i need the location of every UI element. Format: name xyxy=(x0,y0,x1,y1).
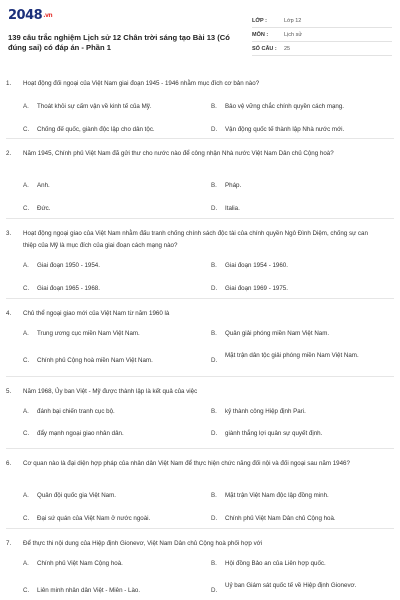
page-header xyxy=(0,0,400,62)
option-letter: A. xyxy=(23,182,29,189)
option-letter: C. xyxy=(23,126,30,133)
meta-value: Lịch sử xyxy=(284,31,303,38)
question-stem: Chủ thể ngoại giao mới của Việt Nam từ năm 1960 là xyxy=(23,310,170,317)
option-text: Bảo vệ vững chắc chính quyền cách mạng. xyxy=(225,103,345,110)
logo-suffix: .vn xyxy=(43,12,53,19)
divider xyxy=(6,528,394,529)
option-letter: C. xyxy=(23,587,30,594)
option-letter: B. xyxy=(211,103,217,110)
question-number: 3. xyxy=(6,230,12,237)
option-text: đẩy mạnh ngoại giao nhân dân. xyxy=(37,430,124,437)
option-letter: A. xyxy=(23,262,29,269)
question-stem: Năm 1945, Chính phủ Việt Nam đã gửi thư cho nước nào để công nhận Nhà nước Việt Nam Dân chủ Cộng hoà? xyxy=(23,150,334,157)
option-letter: B. xyxy=(211,330,217,337)
meta-key: LỚP : xyxy=(252,17,267,24)
question-stem: Hoạt động đối ngoại của Việt Nam giai đoạn 1945 - 1946 nhằm mục đích cơ bản nào? xyxy=(23,80,260,87)
question-stem: Năm 1968, Ủy ban Việt - Mỹ được thành lập là kết quả của việc xyxy=(23,388,198,395)
option-letter: B. xyxy=(211,492,217,499)
option-text: Thoát khỏi sự cấm vận về kinh tế của Mỹ. xyxy=(37,103,152,110)
divider xyxy=(6,298,394,299)
meta-key: SỐ CÂU : xyxy=(252,45,277,52)
question-number: 2. xyxy=(6,150,12,157)
option-text: Giai đoạn 1950 - 1954. xyxy=(37,262,100,269)
option-text: Vận động quốc tế thành lập Nhà nước mới. xyxy=(225,126,345,133)
option-text: Giai đoạn 1965 - 1968. xyxy=(37,285,100,292)
option-text: Quân giải phóng miền Nam Việt Nam. xyxy=(225,330,330,337)
option-letter: B. xyxy=(211,560,217,567)
question-number: 1. xyxy=(6,80,12,87)
question-stem: Để thực thi nội dung của Hiệp định Gionevơ, Việt Nam Dân chủ Cộng hoà phối hợp với xyxy=(23,540,263,547)
option-letter: A. xyxy=(23,103,29,110)
option-letter: C. xyxy=(23,205,30,212)
option-letter: B. xyxy=(211,182,217,189)
divider xyxy=(6,218,394,219)
option-letter: D. xyxy=(211,357,218,364)
option-text: Đại sứ quán của Việt Nam ở nước ngoài. xyxy=(37,515,151,522)
option-text: Đức. xyxy=(37,205,51,212)
meta-key: MÔN : xyxy=(252,31,269,38)
option-text: Chính phủ Việt Nam Cộng hoà. xyxy=(37,560,123,567)
option-letter: D. xyxy=(211,126,218,133)
question-number: 7. xyxy=(6,540,12,547)
option-text: Hội đồng Bảo an của Liên hợp quốc. xyxy=(225,560,326,567)
divider xyxy=(6,138,394,139)
question-number: 5. xyxy=(6,388,12,395)
option-letter: D. xyxy=(211,587,218,594)
question-stem: Hoạt động ngoại giao của Việt Nam nhằm đấu tranh chống chính sách độc tài của chính quyền Ngô Đình Diệm, chống sự can thiệp của Mỹ là mục đích của giai đoạn cách mạng nào? xyxy=(23,230,368,249)
option-text: Anh. xyxy=(37,182,50,189)
option-text: Mặt trận Việt Nam độc lập đồng minh. xyxy=(225,492,329,499)
option-text: đánh bại chiến tranh cục bộ. xyxy=(37,408,115,415)
option-text: Uỷ ban Giám sát quốc tế về Hiệp định Gionevơ. xyxy=(225,582,357,589)
site-logo[interactable] xyxy=(8,8,52,23)
option-letter: C. xyxy=(23,430,30,437)
option-text: Mặt trận dân tộc giải phóng miền Nam Việt Nam. xyxy=(225,352,359,359)
option-letter: C. xyxy=(23,515,30,522)
document-meta xyxy=(252,14,392,56)
meta-row-subject xyxy=(252,28,392,42)
option-letter: D. xyxy=(211,515,218,522)
meta-row-count xyxy=(252,42,392,56)
divider xyxy=(6,448,394,449)
option-text: Italia. xyxy=(225,205,240,212)
option-text: Giai đoạn 1954 - 1960. xyxy=(225,262,288,269)
option-text: Chống đế quốc, giành độc lập cho dân tộc. xyxy=(37,126,155,133)
question-stem: Cơ quan nào là đại diện hợp pháp của nhân dân Việt Nam để thực hiện chức năng đối nội và đối ngoại sau năm 1946? xyxy=(23,460,350,467)
option-text: Liên minh nhân dân Việt - Miên - Lào. xyxy=(37,587,141,594)
option-text: Quân đội quốc gia Việt Nam. xyxy=(37,492,116,499)
option-text: Trung ương cục miền Nam Việt Nam. xyxy=(37,330,140,337)
option-letter: A. xyxy=(23,330,29,337)
option-letter: D. xyxy=(211,285,218,292)
logo-text: 2048 xyxy=(8,8,43,23)
option-letter: D. xyxy=(211,430,218,437)
option-letter: A. xyxy=(23,408,29,415)
option-letter: C. xyxy=(23,357,30,364)
option-text: giành thắng lợi quân sự quyết định. xyxy=(225,430,323,437)
divider xyxy=(6,376,394,377)
option-text: Pháp. xyxy=(225,182,242,189)
meta-row-class xyxy=(252,14,392,28)
question-number: 4. xyxy=(6,310,12,317)
option-letter: A. xyxy=(23,492,29,499)
option-text: Chính phủ Cộng hoà miền Nam Việt Nam. xyxy=(37,357,153,364)
meta-value: Lớp 12 xyxy=(284,17,302,24)
option-letter: B. xyxy=(211,408,217,415)
option-text: kỷ thành công Hiệp định Pari. xyxy=(225,408,306,415)
option-letter: D. xyxy=(211,205,218,212)
document-title: 139 câu trắc nghiệm Lịch sử 12 Chân trời sáng tạo Bài 13 (Có đúng sai) có đáp án - Phần 1 xyxy=(8,33,230,52)
option-text: Giai đoạn 1969 - 1975. xyxy=(225,285,288,292)
option-letter: C. xyxy=(23,285,30,292)
option-letter: B. xyxy=(211,262,217,269)
option-letter: A. xyxy=(23,560,29,567)
option-text: Chính phủ Việt Nam Dân chủ Cộng hoà. xyxy=(225,515,336,522)
meta-value: 25 xyxy=(284,45,291,52)
question-number: 6. xyxy=(6,460,12,467)
